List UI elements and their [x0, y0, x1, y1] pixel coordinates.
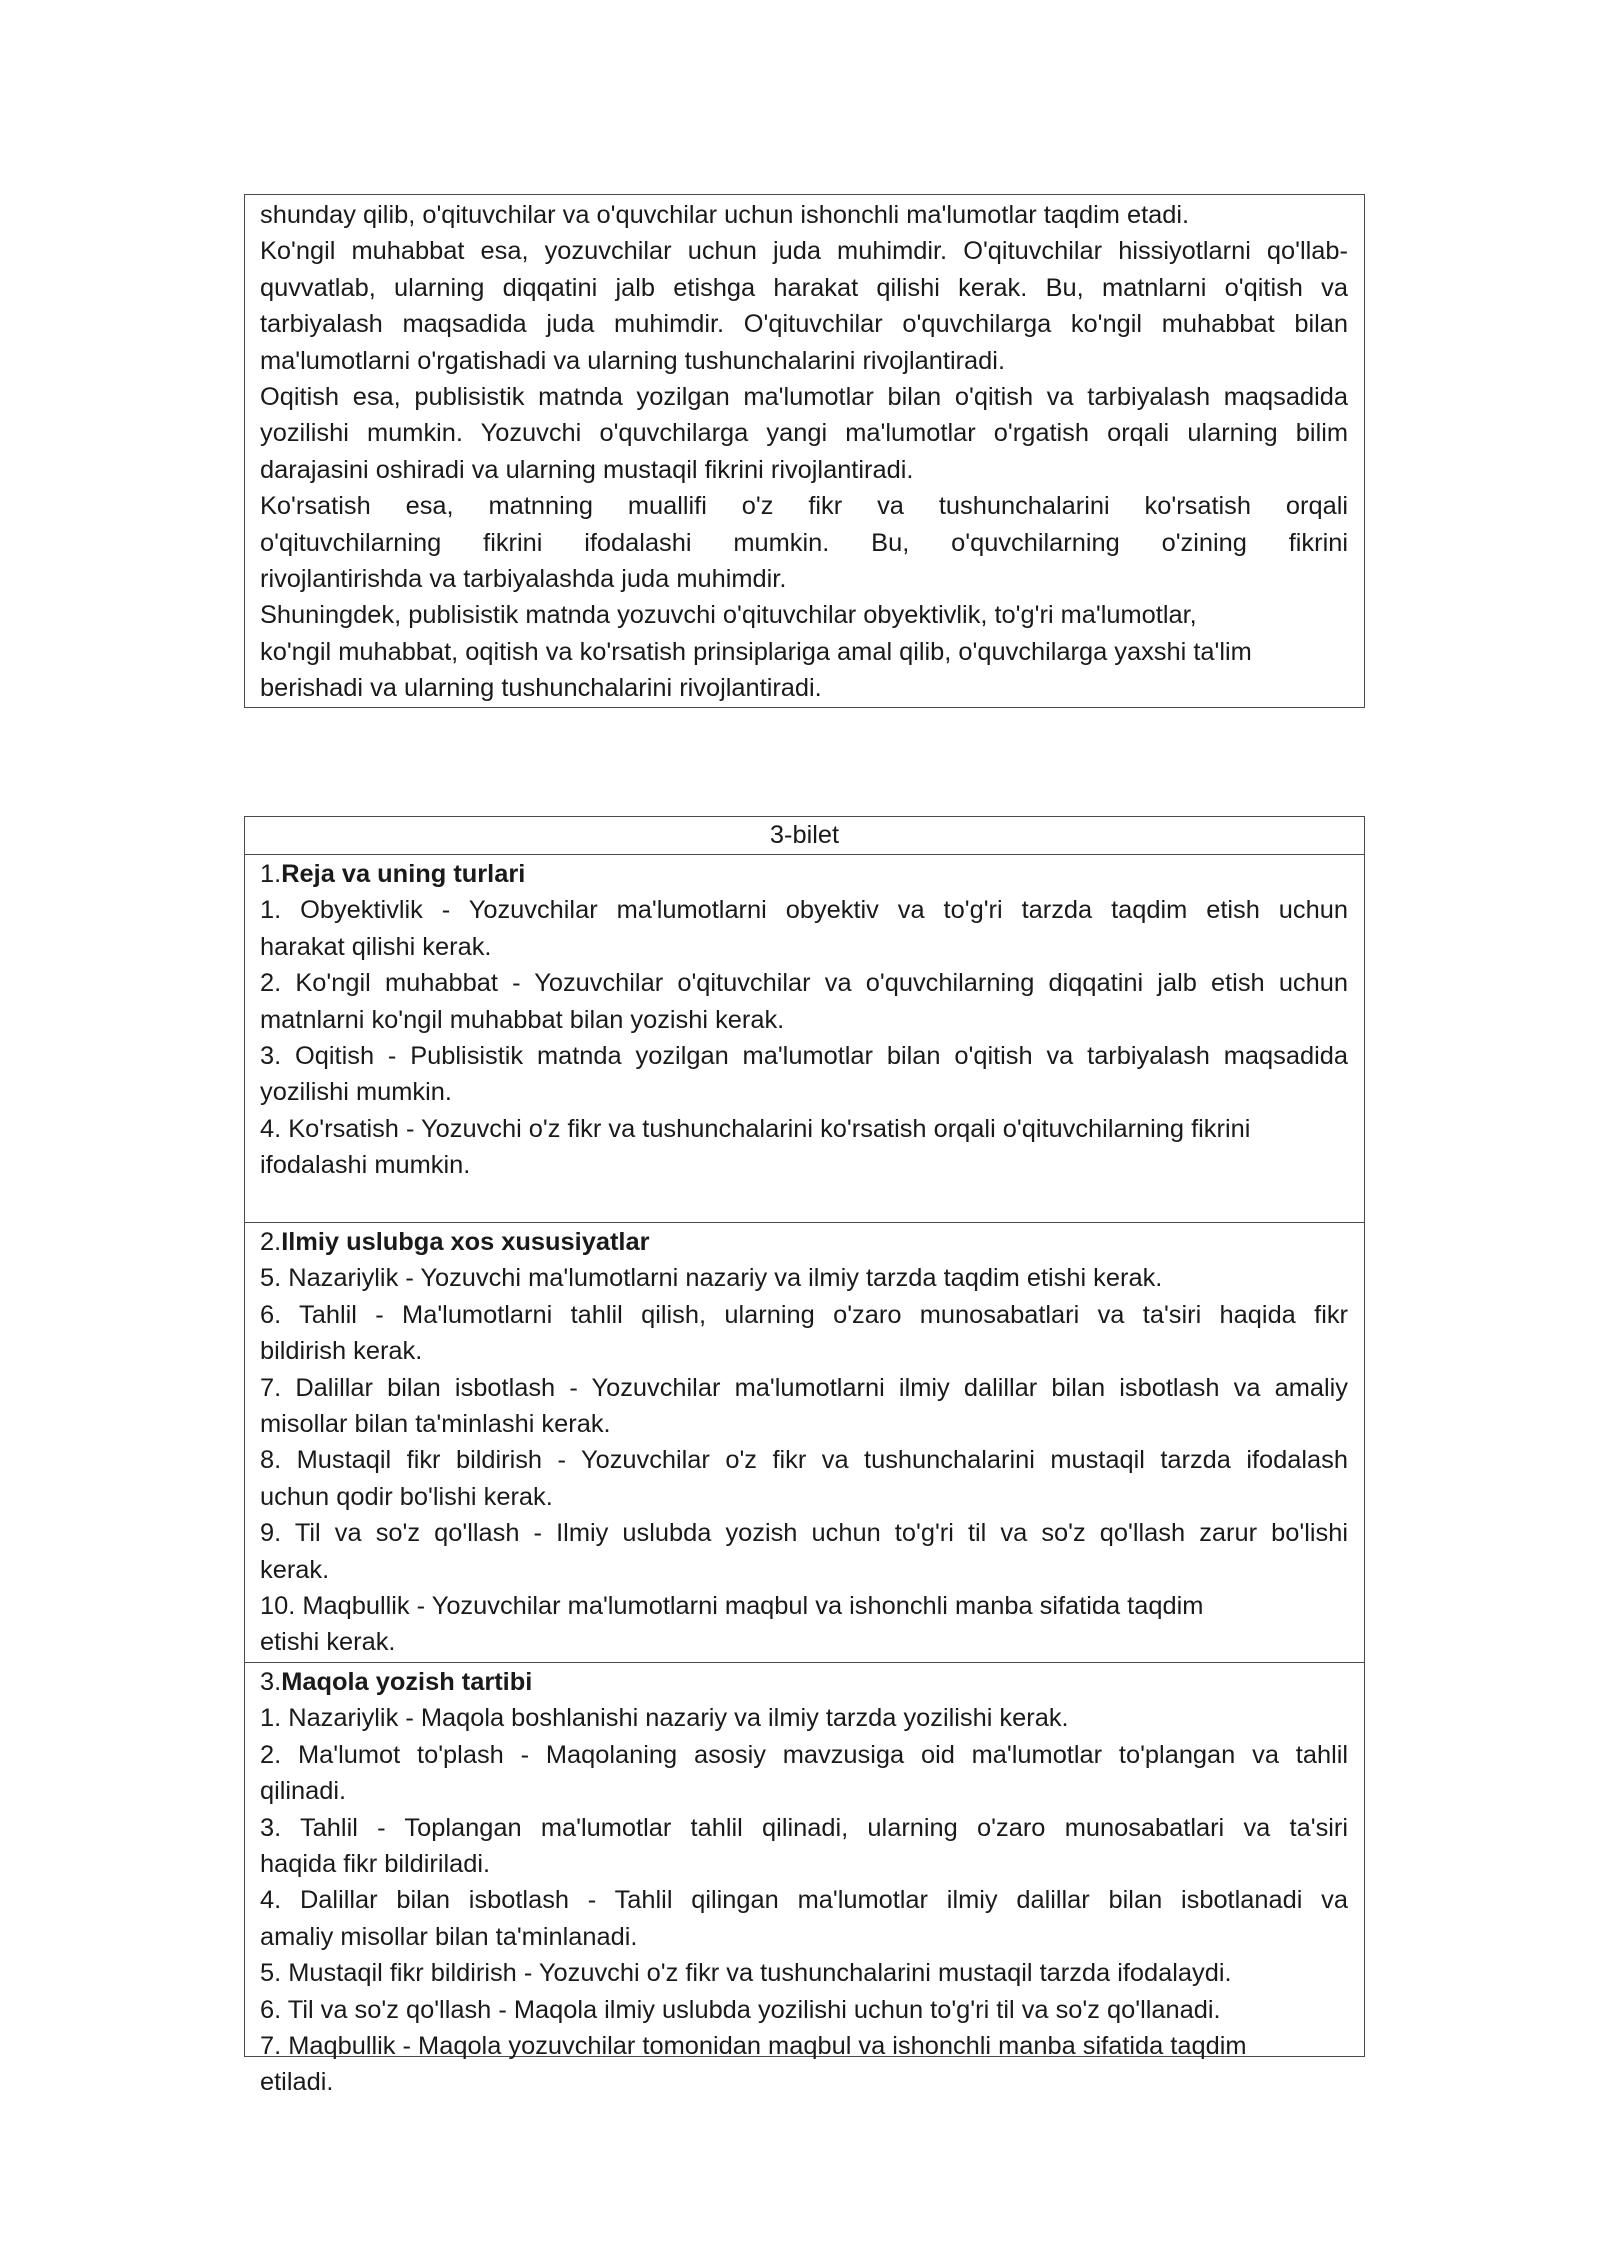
text-line: misollar bilan ta'minlashi kerak. — [260, 1409, 611, 1438]
section-heading — [260, 856, 1348, 892]
text-line: uchun qodir bo'lishi kerak. — [260, 1482, 553, 1511]
text-line: 2. Ko'ngil muhabbat - Yozuvchilar o'qituvchilar va o'quvchilarning diqqatini jalb etish uchun — [260, 969, 1348, 998]
text-line: etiladi. — [260, 2068, 334, 2097]
continuation-paragraphs — [260, 197, 1348, 706]
text-line: 1. Obyektivlik - Yozuvchilar ma'lumotlarni obyektiv va to'g'ri tarzda taqdim etish uchun — [260, 896, 1348, 925]
text-line: 6. Til va so'z qo'llash - Maqola ilmiy uslubda yozilishi uchun to'g'ri til va so'z qo'llanadi. — [260, 1995, 1221, 2024]
ticket-table — [244, 816, 1365, 2097]
text-line: amaliy misollar bilan ta'minlanadi. — [260, 1922, 638, 1951]
text-line: kerak. — [260, 1555, 330, 1584]
section-title: Maqola yozish tartibi — [281, 1668, 533, 1696]
text-line: etishi kerak. — [260, 1628, 396, 1657]
ticket-section-1 — [245, 854, 1364, 1222]
section-title: Ilmiy uslubga xos xususiyatlar — [281, 1228, 650, 1256]
section-heading — [260, 1224, 1348, 1260]
text-line: ma'lumotlarni o'rgatishadi va ularning tushunchalarini rivojlantiradi. — [260, 346, 1005, 375]
text-line: 4. Dalillar bilan isbotlash - Tahlil qilingan ma'lumotlar ilmiy dalillar bilan isbotlanadi va — [260, 1886, 1348, 1915]
text-line: Ko'rsatish esa, matnning muallifi o'z fikr va tushunchalarini ko'rsatish orqali — [260, 492, 1348, 521]
text-line: darajasini oshiradi va ularning mustaqil fikrini rivojlantiradi. — [260, 455, 914, 484]
section-body — [260, 892, 1348, 1183]
text-line: rivojlantirishda va tarbiyalashda juda muhimdir. — [260, 564, 787, 593]
text-line: berishadi va ularning tushunchalarini rivojlantiradi. — [260, 674, 822, 703]
text-line: haqida fikr bildiriladi. — [260, 1849, 491, 1878]
text-line: yozilishi mumkin. Yozuvchi o'quvchilarga yangi ma'lumotlar o'rgatish orqali ularning bilim — [260, 419, 1348, 448]
section-number: 3. — [260, 1668, 282, 1696]
text-line: bildirish kerak. — [260, 1337, 423, 1366]
text-line: Oqitish esa, publisistik matnda yozilgan ma'lumotlar bilan o'qitish va tarbiyalash maqsadida — [260, 382, 1348, 411]
text-line: 6. Tahlil - Ma'lumotlarni tahlil qilish, ularning o'zaro munosabatlari va ta'siri haqida fikr — [260, 1300, 1348, 1329]
continuation-text-box — [244, 194, 1365, 708]
text-line: 3. Oqitish - Publisistik matnda yozilgan ma'lumotlar bilan o'qitish va tarbiyalash maqsadida — [260, 1041, 1348, 1070]
text-line: 7. Dalillar bilan isbotlash - Yozuvchilar ma'lumotlarni ilmiy dalillar bilan isbotlash va amaliy — [260, 1373, 1348, 1402]
text-line: 9. Til va so'z qo'llash - Ilmiy uslubda yozish uchun to'g'ri til va so'z qo'llash zarur bo'lishi — [260, 1519, 1348, 1548]
section-number: 1. — [260, 860, 282, 888]
text-line: 5. Nazariylik - Yozuvchi ma'lumotlarni nazariy va ilmiy tarzda taqdim etishi kerak. — [260, 1264, 1163, 1293]
text-line: Shuningdek, publisistik matnda yozuvchi o'qituvchilar obyektivlik, to'g'ri ma'lumotlar, — [260, 601, 1197, 630]
text-line: Ko'ngil muhabbat esa, yozuvchilar uchun juda muhimdir. O'qituvchilar hissiyotlarni qo'llab- — [260, 237, 1348, 266]
text-line: 1. Nazariylik - Maqola boshlanishi nazariy va ilmiy tarzda yozilishi kerak. — [260, 1704, 1069, 1733]
section-number: 2. — [260, 1228, 282, 1256]
text-line: 2. Ma'lumot to'plash - Maqolaning asosiy mavzusiga oid ma'lumotlar to'plangan va tahlil — [260, 1740, 1348, 1769]
section-heading — [260, 1664, 1348, 1700]
section-body — [260, 1700, 1348, 2100]
text-line: 10. Maqbullik - Yozuvchilar ma'lumotlarni maqbul va ishonchli manba sifatida taqdim — [260, 1591, 1204, 1620]
ticket-title: 3-bilet — [769, 821, 840, 849]
text-line: 7. Maqbullik - Maqola yozuvchilar tomonidan maqbul va ishonchli manba sifatida taqdim — [260, 2031, 1247, 2060]
text-line: yozilishi mumkin. — [260, 1078, 452, 1107]
ticket-section-3 — [245, 1662, 1364, 2099]
section-body — [260, 1260, 1348, 1660]
text-line: harakat qilishi kerak. — [260, 932, 492, 961]
text-line: ko'ngil muhabbat, oqitish va ko'rsatish prinsiplariga amal qilib, o'quvchilarga yaxshi ta'lim — [260, 637, 1252, 666]
text-line: 5. Mustaqil fikr bildirish - Yozuvchi o'z fikr va tushunchalarini mustaqil tarzda ifodalaydi. — [260, 1959, 1232, 1988]
section-title: Reja va uning turlari — [281, 860, 526, 888]
text-line: qilinadi. — [260, 1777, 347, 1806]
text-line: o'qituvchilarning fikrini ifodalashi mumkin. Bu, o'quvchilarning o'zining fikrini — [260, 528, 1348, 557]
text-line: matnlarni ko'ngil muhabbat bilan yozishi kerak. — [260, 1005, 785, 1034]
text-line: tarbiyalash maqsadida juda muhimdir. O'qituvchilar o'quvchilarga ko'ngil muhabbat bilan — [260, 310, 1348, 339]
text-line: quvvatlab, ularning diqqatini jalb etishga harakat qilishi kerak. Bu, matnlarni o'qitish va — [260, 273, 1348, 302]
text-line: shunday qilib, o'qituvchilar va o'quvchilar uchun ishonchli ma'lumotlar taqdim etadi. — [260, 201, 1190, 229]
ticket-section-2 — [245, 1222, 1364, 1662]
text-line: 3. Tahlil - Toplangan ma'lumotlar tahlil qilinadi, ularning o'zaro munosabatlari va ta'siri — [260, 1813, 1348, 1842]
text-line: 4. Ko'rsatish - Yozuvchi o'z fikr va tushunchalarini ko'rsatish orqali o'qituvchilarning fikrini — [260, 1114, 1251, 1143]
text-line: 8. Mustaqil fikr bildirish - Yozuvchilar o'z fikr va tushunchalarini mustaqil tarzda ifodalash — [260, 1446, 1348, 1475]
text-line: ifodalashi mumkin. — [260, 1151, 471, 1180]
